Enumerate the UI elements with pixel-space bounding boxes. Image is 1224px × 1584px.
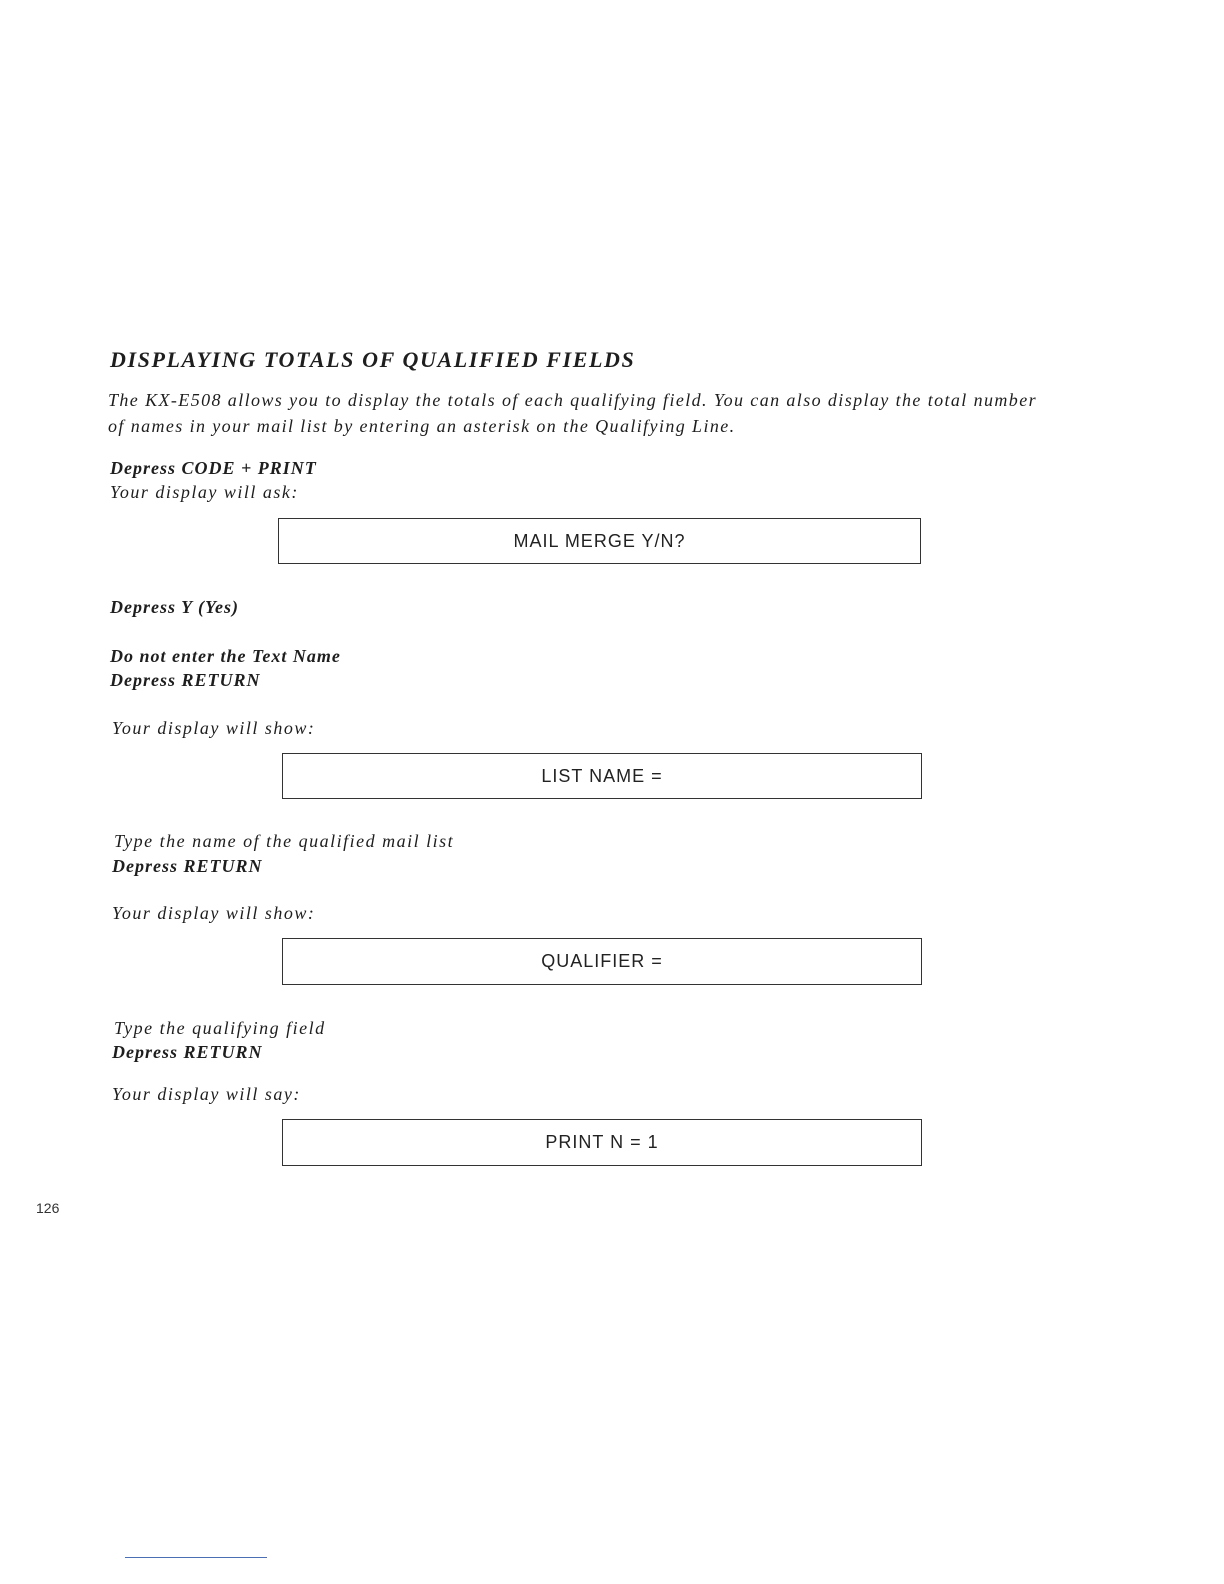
display-text-qualifier: QUALIFIER = [541,951,663,971]
instruction-depress-code-print: Depress CODE + PRINT [110,458,317,478]
display-text-list-name: LIST NAME = [541,765,663,786]
display-say-label: Your display will say: [112,1084,301,1104]
display-screen-qualifier [282,938,922,985]
instruction-type-field: Type the qualifying field [114,1018,326,1038]
intro-line-1: The KX-E508 allows you to display the totals of each qualifying field. You can also display the total number [108,390,1037,410]
instruction-no-text-name: Do not enter the Text Name [110,646,341,666]
footer-rule [125,1557,267,1558]
page-heading: DISPLAYING TOTALS OF QUALIFIED FIELDS [110,347,636,372]
display-text-print-n: PRINT N = 1 [545,1132,659,1152]
intro-line-2: of names in your mail list by entering an asterisk on the Qualifying Line. [108,416,736,436]
display-show-label-1: Your display will show: [112,718,316,738]
display-text-mail-merge: MAIL MERGE Y/N? [513,530,686,551]
instruction-depress-return-2: Depress RETURN [112,856,263,876]
display-screen-mail-merge [278,518,921,564]
instruction-depress-y: Depress Y (Yes) [110,597,239,617]
instruction-type-list-name: Type the name of the qualified mail list [114,831,455,851]
display-ask-label: Your display will ask: [110,482,299,502]
display-screen-list-name [282,753,922,799]
page-number: 126 [36,1200,60,1216]
display-screen-print-n [282,1119,922,1166]
instruction-depress-return-3: Depress RETURN [112,1042,263,1062]
display-show-label-2: Your display will show: [112,903,316,923]
instruction-depress-return-1: Depress RETURN [110,670,261,690]
